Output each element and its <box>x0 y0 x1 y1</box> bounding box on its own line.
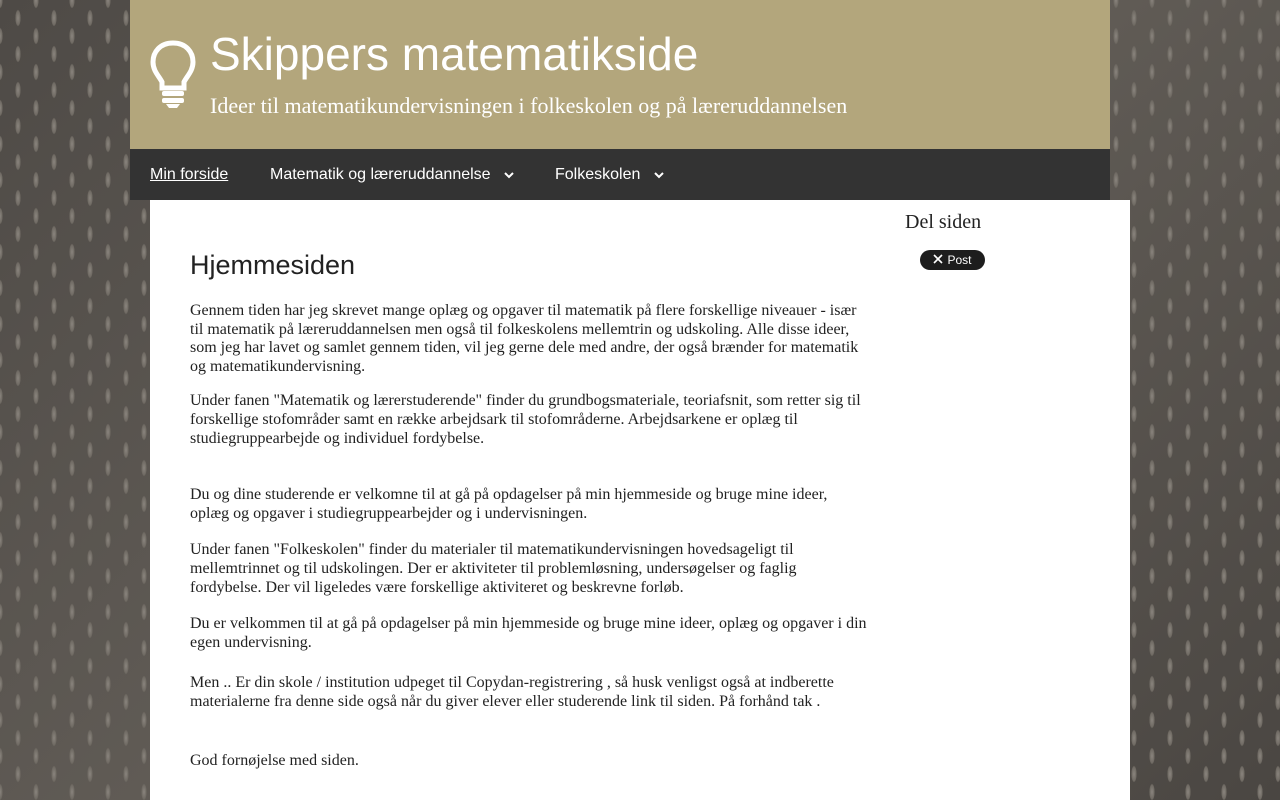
x-logo-icon <box>933 253 943 267</box>
x-post-button[interactable] <box>920 250 985 270</box>
paragraph: Du og dine studerende er velkomne til at gå på opdagelser på min hjemmeside og bruge mine ideer, oplæg og opgaver i studiegruppearbejder og i undervisningen. <box>190 486 828 522</box>
paragraph: Gennem tiden har jeg skrevet mange oplæg og opgaver til matematik på flere forskellige niveauer - især til matematik på læreruddannelsen men også til folkeskolens mellemtrin og udskoling. Alle disse ideer, som jeg har lavet og samlet gennem tiden, vil jeg gerne dele med andre, der også brænder for matematik og matematikundervisning. <box>190 302 859 375</box>
paragraph: Under fanen "Matematik og lærerstuderende" finder du grundbogsmateriale, teoriafsnit, som retter sig til forskellige stofområder samt en række arbejdsark til stofområderne. Arbejdsarkene er oplæg til studiegruppearbejde og individuel fordybelse. <box>190 392 861 447</box>
site-title[interactable]: Skippers matematikside <box>210 28 699 80</box>
lightbulb-icon[interactable] <box>150 40 196 110</box>
main-navigation <box>130 149 1110 200</box>
paragraph: Du er velkommen til at gå på opdagelser på min hjemmeside og bruge mine ideer, oplæg og opgaver i din egen undervisning. <box>190 615 867 651</box>
site-tagline: Ideer til matematikundervisningen i folkeskolen og på læreruddannelsen <box>210 93 848 118</box>
page-heading: Hjemmesiden <box>190 250 356 280</box>
x-post-label: Post <box>947 253 972 267</box>
nav-item-label: Folkeskolen <box>555 166 641 183</box>
nav-item-folkeskolen[interactable] <box>555 149 665 200</box>
nav-item-label: Matematik og læreruddannelse <box>270 166 491 183</box>
sidebar-heading: Del siden <box>905 211 982 233</box>
main-content <box>190 248 870 786</box>
paragraph: Under fanen "Folkeskolen" finder du materialer til matematikundervisningen hovedsageligt til mellemtrinnet og til udskolingen. Der er aktiviteter til problemløsning, undersøgelser og faglig fordybelse. Der vil ligeledes være forskellige aktiviteret og beskrevne forløb. <box>190 541 797 596</box>
chevron-down-icon[interactable] <box>653 149 665 200</box>
content-area <box>150 200 1130 800</box>
paragraph: Men .. Er din skole / institution udpeget til Copydan-registrering , så husk venligst også at indberette materialerne fra denne side også når du giver elever eller studerende link til siden. På forhånd tak . <box>190 674 834 710</box>
nav-item-label: Min forside <box>150 166 229 183</box>
chevron-down-icon[interactable] <box>503 149 515 200</box>
nav-item-min-forside[interactable] <box>150 149 228 200</box>
paragraph: God fornøjelse med siden. <box>190 751 359 769</box>
site-header <box>130 0 1110 149</box>
nav-item-matematik-og-laereruddannelse[interactable] <box>270 149 515 200</box>
sidebar <box>905 210 1105 267</box>
